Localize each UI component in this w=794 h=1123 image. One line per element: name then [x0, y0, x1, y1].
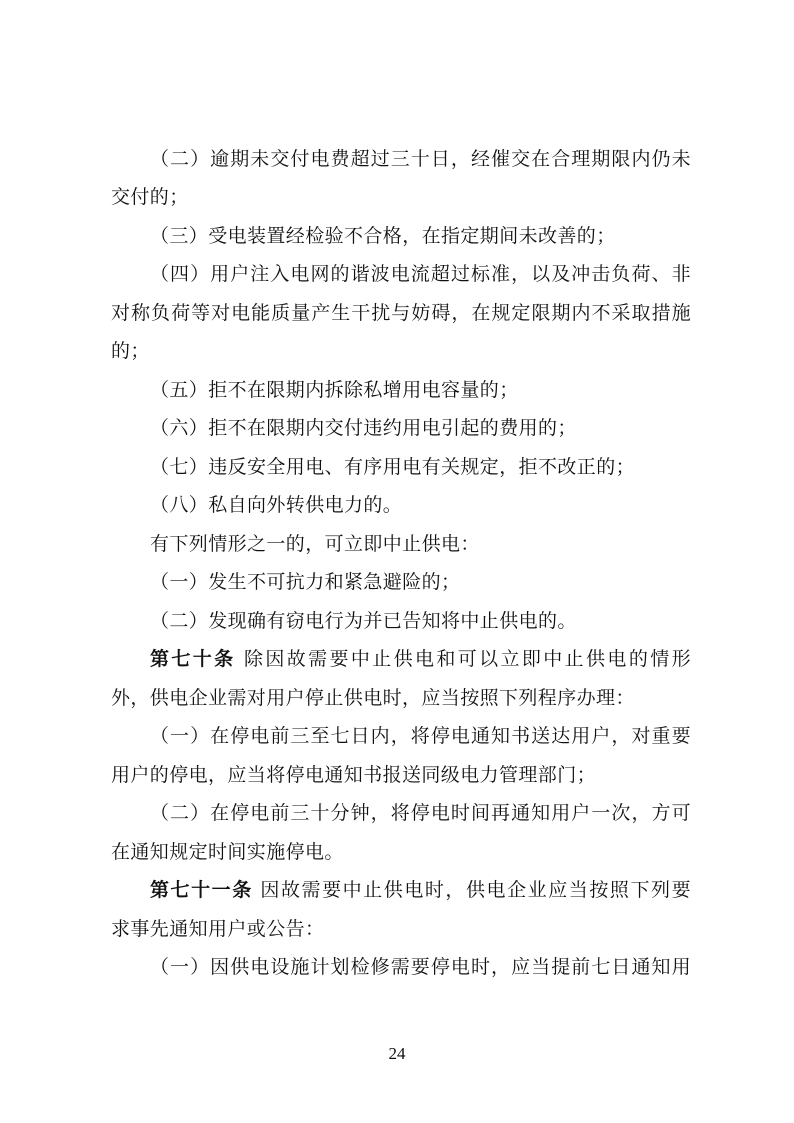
paragraph-line: （二）在停电前三十分钟，将停电时间再通知用户一次，方可 [150, 802, 691, 824]
article-paragraph-line [150, 878, 691, 902]
article-text: 因故需要中止供电时，供电企业应当按照下列要 [260, 879, 691, 901]
paragraph-line: 交付的； [111, 186, 189, 208]
paragraph-line: 外，供电企业需对用户停止供电时，应当按照下列程序办理： [111, 687, 635, 709]
paragraph-line: （二）发现确有窃电行为并已告知将中止供电的。 [150, 610, 577, 632]
paragraph-line: （六）拒不在限期内交付违约用电引起的费用的； [150, 417, 577, 439]
article-text: 除因故需要中止供电和可以立即中止供电的情形 [243, 648, 691, 670]
paragraph-line: （一）因供电设施计划检修需要停电时，应当提前七日通知用 [150, 956, 691, 978]
paragraph-line: 用户的停电，应当将停电通知书报送同级电力管理部门； [111, 764, 597, 786]
paragraph-line: （四）用户注入电网的谐波电流超过标准，以及冲击负荷、非 [150, 263, 691, 285]
paragraph-line: （一）在停电前三至七日内，将停电通知书送达用户，对重要 [150, 725, 691, 747]
paragraph-line: （八）私自向外转供电力的。 [150, 494, 403, 516]
paragraph-line: 在通知规定时间实施停电。 [111, 841, 344, 863]
paragraph-line: 有下列情形之一的，可立即中止供电： [150, 533, 480, 555]
page-number: 24 [388, 1044, 406, 1063]
paragraph-line: 求事先通知用户或公告： [111, 918, 325, 940]
paragraph-line: （一）发生不可抗力和紧急避险的； [150, 571, 461, 593]
article-heading: 第七十条 [150, 648, 236, 670]
paragraph-line: （二）逾期未交付电费超过三十日，经催交在合理期限内仍未 [150, 148, 691, 170]
paragraph-line: 的； [111, 340, 150, 362]
article-paragraph-line [150, 647, 691, 671]
paragraph-line: （七）违反安全用电、有序用电有关规定，拒不改正的； [150, 456, 636, 478]
paragraph-line: （五）拒不在限期内拆除私增用电容量的； [150, 379, 519, 401]
paragraph-line: （三）受电装置经检验不合格，在指定期间未改善的； [150, 225, 616, 247]
article-heading: 第七十一条 [150, 879, 253, 901]
paragraph-line: 对称负荷等对电能质量产生干扰与妨碍，在规定限期内不采取措施 [111, 302, 691, 324]
